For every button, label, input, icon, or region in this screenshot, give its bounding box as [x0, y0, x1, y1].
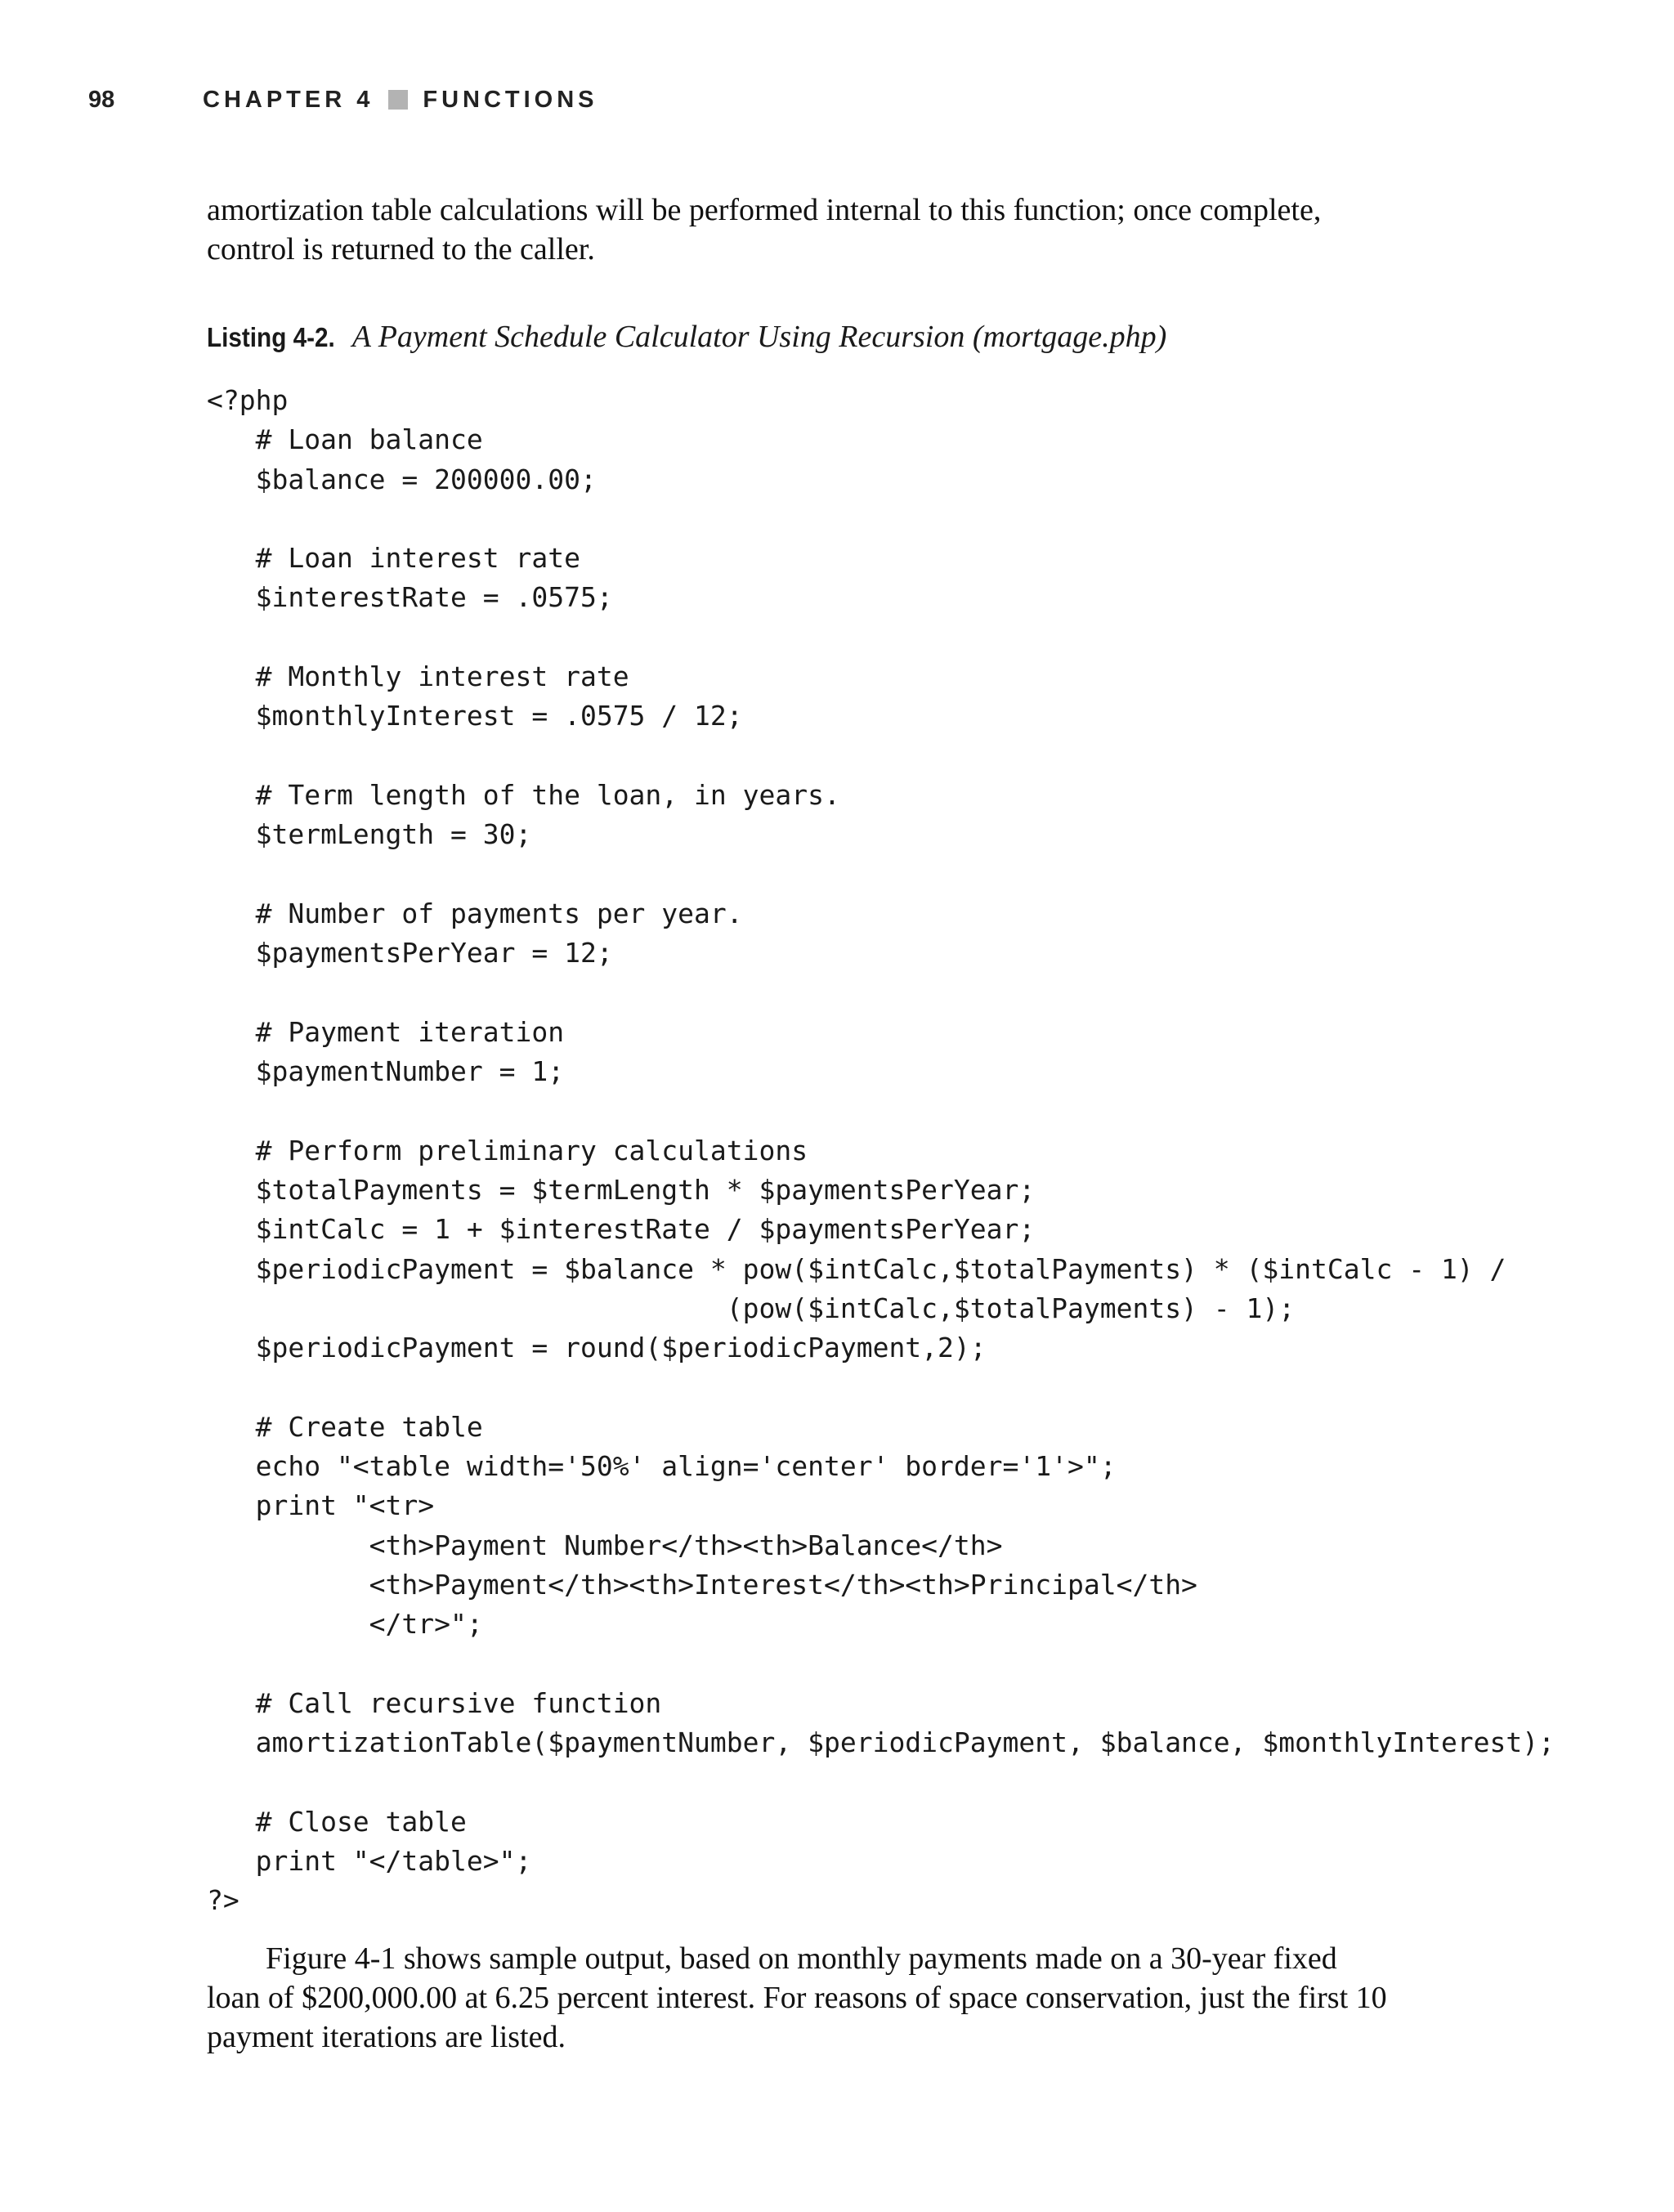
code-line — [207, 618, 1531, 657]
code-line: amortizationTable($paymentNumber, $periodicPayment, $balance, $monthlyInterest); — [207, 1726, 1555, 1759]
code-line: # Loan interest rate — [207, 542, 580, 575]
code-line: $paymentsPerYear = 12; — [207, 937, 613, 969]
code-line: $termLength = 30; — [207, 818, 532, 851]
code-line — [207, 1645, 1531, 1684]
code-line: # Close table — [207, 1805, 467, 1838]
running-head — [88, 82, 598, 118]
closing-paragraph — [207, 1939, 1474, 2057]
code-line: $periodicPayment = round($periodicPayment,2); — [207, 1332, 987, 1364]
intro-line: amortization table calculations will be performed internal to this function; once complete, — [207, 193, 1322, 227]
code-line — [207, 737, 1531, 776]
code-line: # Monthly interest rate — [207, 660, 629, 693]
code-line — [207, 1091, 1531, 1131]
code-line — [207, 1368, 1531, 1407]
code-line: $paymentNumber = 1; — [207, 1055, 565, 1088]
code-line: print "</table>"; — [207, 1844, 532, 1877]
closing-line: loan of $200,000.00 at 6.25 percent interest. For reasons of space conservation, just the first 10 — [207, 1981, 1387, 2015]
code-line: (pow($intCalc,$totalPayments) - 1); — [207, 1292, 1296, 1324]
code-line: $periodicPayment = $balance * pow($intCalc,$totalPayments) * ($intCalc - 1) / — [207, 1252, 1506, 1285]
closing-line: payment iterations are listed. — [207, 2020, 566, 2054]
page-number: 98 — [88, 86, 115, 113]
code-line: # Term length of the loan, in years. — [207, 778, 840, 811]
code-line — [207, 499, 1531, 539]
code-line: echo "<table width='50%' align='center' border='1'>"; — [207, 1450, 1117, 1483]
code-line: # Payment iteration — [207, 1015, 565, 1048]
listing-title: A Payment Schedule Calculator Using Recursion (mortgage.php) — [351, 320, 1167, 354]
intro-paragraph — [207, 190, 1474, 269]
code-line — [207, 973, 1531, 1012]
square-separator-icon — [388, 90, 408, 110]
code-line: print "<tr> — [207, 1489, 435, 1522]
intro-line: control is returned to the caller. — [207, 232, 595, 266]
section-label: FUNCTIONS — [423, 86, 598, 113]
code-line: # Call recursive function — [207, 1686, 662, 1719]
code-line: $intCalc = 1 + $interestRate / $paymentsPerYear; — [207, 1213, 1036, 1246]
code-line — [207, 855, 1531, 894]
code-line — [207, 1762, 1531, 1802]
code-line: $balance = 200000.00; — [207, 463, 597, 495]
code-line: # Perform preliminary calculations — [207, 1134, 808, 1166]
code-line: $totalPayments = $termLength * $paymentsPerYear; — [207, 1173, 1036, 1206]
code-line: # Loan balance — [207, 423, 483, 456]
chapter-label: CHAPTER 4 — [203, 86, 374, 113]
code-line: $monthlyInterest = .0575 / 12; — [207, 700, 743, 732]
closing-line: Figure 4-1 shows sample output, based on monthly payments made on a 30-year fixed — [266, 1941, 1337, 1976]
code-line: <?php — [207, 384, 289, 416]
code-line: </tr>"; — [207, 1608, 483, 1641]
listing-caption — [207, 317, 1515, 357]
code-line: <th>Payment</th><th>Interest</th><th>Principal</th> — [207, 1568, 1197, 1601]
code-line: # Number of payments per year. — [207, 897, 743, 929]
code-line: # Create table — [207, 1410, 483, 1443]
code-listing — [207, 381, 1555, 1921]
code-line: <th>Payment Number</th><th>Balance</th> — [207, 1529, 1003, 1561]
listing-label: Listing 4-2. — [207, 322, 335, 352]
code-line: $interestRate = .0575; — [207, 581, 613, 614]
code-line: ?> — [207, 1884, 239, 1917]
